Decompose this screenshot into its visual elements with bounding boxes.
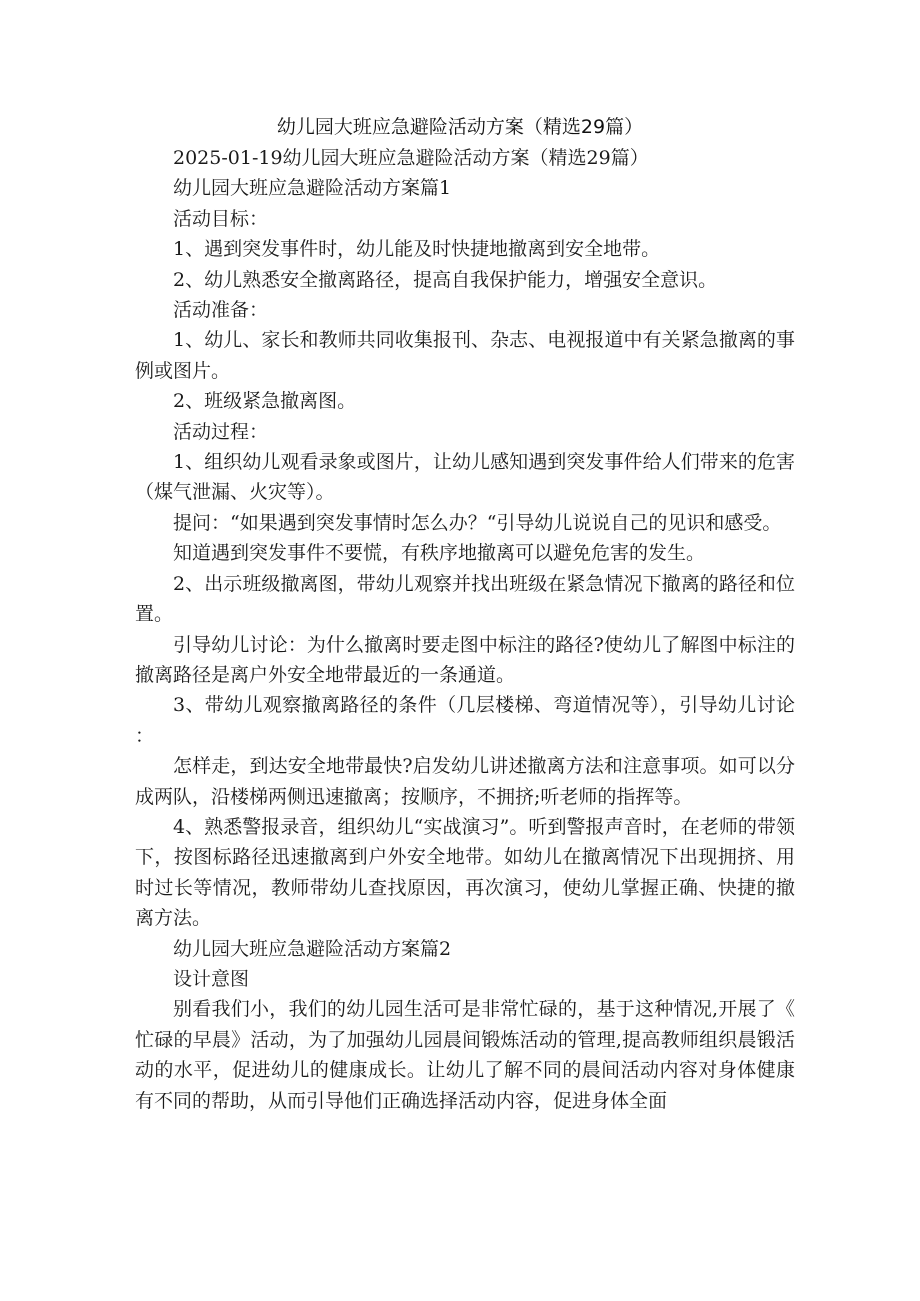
paragraph: 怎样走，到达安全地带最快?启发幼儿讲述撤离方法和注意事项。如可以分成两队，沿楼梯两侧迅速撤离；按顺序，不拥挤;听老师的指挥等。: [135, 755, 795, 808]
subheading-preparation: 活动准备：: [173, 299, 269, 322]
paragraph: 引导幼儿讨论：为什么撤离时要走图中标注的路径?使幼儿了解图中标注的撤离路径是离户外安全地带最近的一条通道。: [135, 633, 795, 686]
document-title: 幼儿园大班应急避险活动方案（精选29篇）: [276, 116, 644, 138]
paragraph-date-line: 2025-01-19幼儿园大班应急避险活动方案（精选29篇）: [173, 147, 649, 169]
paragraph: 2、幼儿熟悉安全撤离路径，提高自我保护能力，增强安全意识。: [173, 268, 718, 291]
paragraph: 提问：“如果遇到突发事情时怎么办？“引导幼儿说说自己的见识和感受。: [173, 511, 782, 534]
paragraph: 1、组织幼儿观看录象或图片，让幼儿感知遇到突发事件给人们带来的危害（煤气泄漏、火灾等）。: [135, 451, 795, 504]
subheading-process: 活动过程：: [173, 420, 269, 443]
paragraph: 知道遇到突发事件不要慌，有秩序地撤离可以避免危害的发生。: [173, 542, 706, 565]
document-body: [135, 143, 795, 1116]
paragraph: 3、带幼儿观察撤离路径的条件（几层楼梯、弯道情况等），引导幼儿讨论：: [135, 694, 795, 747]
paragraph: 1、遇到突发事件时，幼儿能及时快捷地撤离到安全地带。: [173, 238, 661, 261]
subheading-design-intent: 设计意图: [173, 967, 250, 990]
paragraph: 4、熟悉警报录音，组织幼儿“实战演习”。听到警报声音时，在老师的带领下，按图标路径迅速撤离到户外安全地带。如幼儿在撤离情况下出现拥挤、用时过长等情况，教师带幼儿查找原因，再次演习，使幼儿掌握正确、快捷的撤离方法。: [135, 815, 795, 930]
paragraph: 2、班级紧急撤离图。: [173, 390, 357, 413]
section-heading-2: 幼儿园大班应急避险活动方案篇2: [173, 937, 452, 960]
paragraph: 1、幼儿、家长和教师共同收集报刊、杂志、电视报道中有关紧急撤离的事例或图片。: [135, 329, 795, 382]
paragraph: 别看我们小，我们的幼儿园生活可是非常忙碌的，基于这种情况,开展了《忙碌的早晨》活动，为了加强幼儿园晨间锻炼活动的管理,提高教师组织晨锻活动的水平，促进幼儿的健康成长。让幼儿了解不同的晨间活动内容对身体健康有不同的帮助，从而引导他们正确选择活动内容，促进身体全面: [135, 998, 795, 1112]
paragraph: 2、出示班级撤离图，带幼儿观察并找出班级在紧急情况下撤离的路径和位置。: [135, 572, 795, 626]
subheading-goals: 活动目标：: [173, 207, 269, 230]
section-heading-1: 幼儿园大班应急避险活动方案篇1: [173, 177, 452, 200]
